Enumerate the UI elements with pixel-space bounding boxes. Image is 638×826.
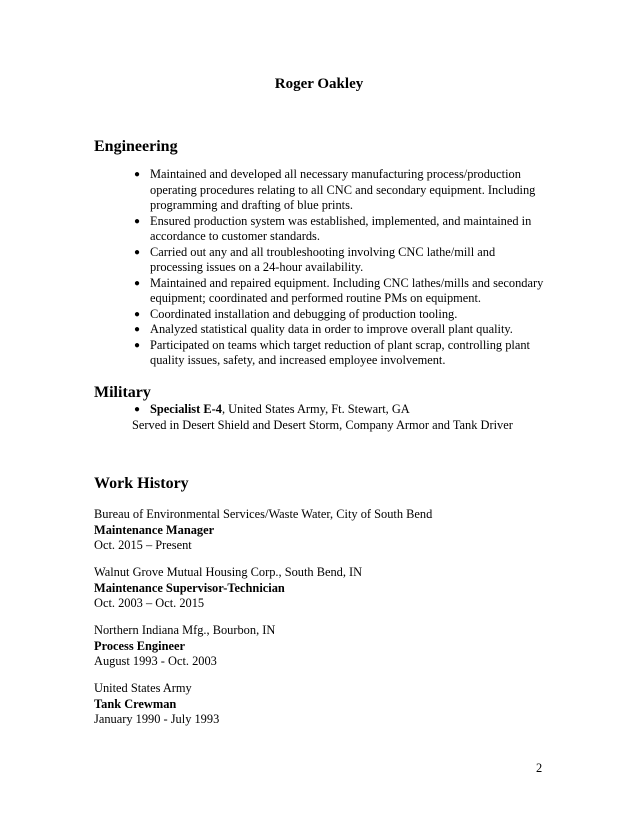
job-role: Maintenance Manager <box>94 522 215 537</box>
engineering-bullet <box>134 244 550 276</box>
military-rank-line <box>134 402 410 418</box>
engineering-bullet <box>134 167 550 214</box>
engineering-bullet-text: Carried out any and all troubleshooting involving CNC lathe/mill and processing issues on a 24-hour availability. <box>150 244 496 274</box>
job-role: Process Engineer <box>94 638 185 653</box>
job-role: Maintenance Supervisor-Technician <box>94 580 285 595</box>
engineering-bullet-text: Ensured production system was established, implemented, and maintained in accordance to customer standards. <box>150 213 532 243</box>
bullet-icon: ● <box>134 324 141 335</box>
job-entry <box>94 507 432 554</box>
engineering-bullet-text: Maintained and developed all necessary manufacturing process/production operating procedures relating to all CNC and secondary equipment. Including programming and drafting of blue prints. <box>150 167 536 212</box>
engineering-bullet-text: Maintained and repaired equipment. Including CNC lathes/mills and secondary equipment; coordinated and performed routine PMs on equipment. <box>150 275 544 305</box>
engineering-bullet <box>134 322 550 338</box>
bullet-icon: ● <box>134 215 141 227</box>
military-service-note: Served in Desert Shield and Desert Storm, Company Armor and Tank Driver <box>132 418 513 432</box>
military-heading: Military <box>94 384 151 401</box>
engineering-bullet-text: Participated on teams which target reduction of plant scrap, controlling plant quality issues, safety, and increased employee involvement. <box>150 337 530 367</box>
job-employer: United States Army <box>94 681 192 695</box>
job-employer: Bureau of Environmental Services/Waste Water, City of South Bend <box>94 507 433 521</box>
job-dates: August 1993 - Oct. 2003 <box>94 654 217 668</box>
engineering-bullet <box>134 306 550 323</box>
bullet-icon: ● <box>134 246 141 258</box>
job-dates: Oct. 2003 – Oct. 2015 <box>94 596 205 610</box>
engineering-bullet <box>134 337 550 369</box>
bullet-icon: ● <box>134 169 141 180</box>
job-dates: Oct. 2015 – Present <box>94 538 192 552</box>
engineering-bullet-list <box>134 167 550 369</box>
engineering-heading: Engineering <box>94 138 178 155</box>
page-number: 2 <box>536 761 543 775</box>
job-entry <box>94 623 275 670</box>
work-history-heading: Work History <box>94 475 189 492</box>
job-role: Tank Crewman <box>94 696 177 711</box>
job-employer: Walnut Grove Mutual Housing Corp., South Bend, IN <box>94 565 363 579</box>
bullet-icon: ● <box>134 277 141 289</box>
military-unit: , United States Army, Ft. Stewart, GA <box>221 402 410 416</box>
job-entry <box>94 565 362 612</box>
engineering-bullet <box>134 213 550 245</box>
engineering-bullet-text: Coordinated installation and debugging of production tooling. <box>150 306 458 321</box>
bullet-icon: ● <box>134 308 141 320</box>
job-entry <box>94 681 219 728</box>
engineering-bullet <box>134 275 550 307</box>
military-rank: Specialist E-4 <box>150 402 222 416</box>
bullet-icon: ● <box>134 404 141 415</box>
engineering-bullet-text: Analyzed statistical quality data in order to improve overall plant quality. <box>150 322 513 336</box>
bullet-icon: ● <box>134 339 141 351</box>
job-dates: January 1990 - July 1993 <box>94 712 220 726</box>
resume-name: Roger Oakley <box>274 76 364 92</box>
job-employer: Northern Indiana Mfg., Bourbon, IN <box>94 623 276 637</box>
